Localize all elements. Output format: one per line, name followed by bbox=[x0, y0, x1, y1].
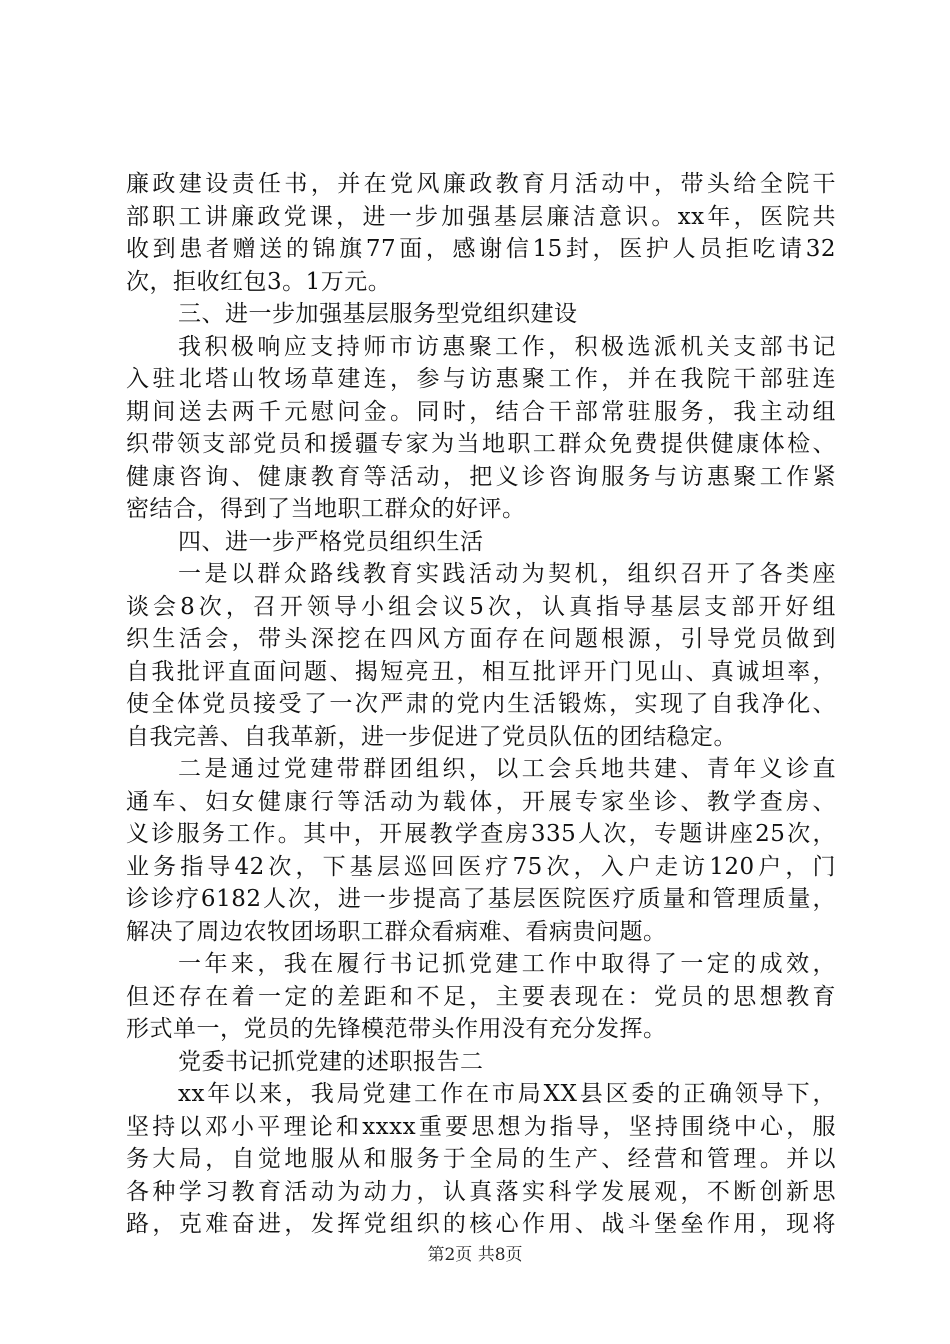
text-line: 使全体党员接受了一次严肃的党内生活锻炼，实现了自我净化、 bbox=[126, 691, 836, 717]
text-line: 廉政建设责任书，并在党风廉政教育月活动中，带头给全院干 bbox=[126, 171, 836, 197]
text-line: 一是以群众路线教育实践活动为契机，组织召开了各类座 bbox=[178, 561, 836, 587]
text-line: 解决了周边农牧团场职工群众看病难、看病贵问题。 bbox=[126, 918, 667, 945]
text-line: 我积极响应支持师市访惠聚工作，积极选派机关支部书记 bbox=[178, 333, 836, 360]
text-line: 自我完善、自我革新，进一步促进了党员队伍的团结稳定。 bbox=[126, 723, 737, 750]
text-line: 健康咨询、健康教育等活动，把义诊咨询服务与访惠聚工作紧 bbox=[126, 463, 836, 490]
text-line: 次，拒收红包3。1万元。 bbox=[126, 268, 392, 295]
text-line: 路，克难奋进，发挥党组织的核心作用、战斗堡垒作用，现将 bbox=[126, 1211, 836, 1237]
text-line: 密结合，得到了当地职工群众的好评。 bbox=[126, 496, 526, 522]
text-line: 义诊服务工作。其中，开展教学查房335人次，专题讲座25次， bbox=[126, 821, 836, 847]
text-line: 务大局，自觉地服从和服务于全局的生产、经营和管理。并以 bbox=[126, 1146, 836, 1172]
text-line: 形式单一，党员的先锋模范带头作用没有充分发挥。 bbox=[126, 1016, 667, 1042]
text-line: 入驻北塔山牧场草建连，参与访惠聚工作，并在我院干部驻连 bbox=[126, 366, 836, 392]
text-line: 业务指导42次，下基层巡回医疗75次，入户走访120户，门 bbox=[126, 853, 836, 880]
text-line: 部职工讲廉政党课，进一步加强基层廉洁意识。xx年，医院共 bbox=[126, 203, 836, 230]
text-line: xx年以来，我局党建工作在市局XX县区委的正确领导下， bbox=[178, 1081, 836, 1107]
text-line: 一年来，我在履行书记抓党建工作中取得了一定的成效， bbox=[178, 951, 836, 977]
text-line: 收到患者赠送的锦旗77面，感谢信15封，医护人员拒吃请32 bbox=[126, 236, 836, 262]
text-line: 党委书记抓党建的述职报告二 bbox=[178, 1048, 484, 1075]
text-line: 谈会8次，召开领导小组会议5次，认真指导基层支部开好组 bbox=[126, 593, 836, 620]
text-line: 自我批评直面问题、揭短亮丑，相互批评开门见山、真诚坦率， bbox=[126, 658, 836, 685]
text-line: 通车、妇女健康行等活动为载体，开展专家坐诊、教学查房、 bbox=[126, 788, 836, 815]
text-line: 四、进一步严格党员组织生活 bbox=[178, 528, 484, 555]
text-line: 但还存在着一定的差距和不足，主要表现在：党员的思想教育 bbox=[126, 983, 836, 1010]
document-body bbox=[126, 168, 836, 1241]
text-line: 期间送去两千元慰问金。同时，结合干部常驻服务，我主动组 bbox=[126, 398, 836, 425]
text-line: 诊诊疗6182人次，进一步提高了基层医院医疗质量和管理质量， bbox=[126, 886, 836, 912]
text-line: 织带领支部党员和援疆专家为当地职工群众免费提供健康体检、 bbox=[126, 431, 836, 457]
text-line: 二是通过党建带群团组织，以工会兵地共建、青年义诊直 bbox=[178, 756, 836, 782]
text-line: 三、进一步加强基层服务型党组织建设 bbox=[178, 301, 578, 327]
text-line: 坚持以邓小平理论和xxxx重要思想为指导，坚持围绕中心，服 bbox=[126, 1113, 836, 1140]
text-line: 织生活会，带头深挖在四风方面存在问题根源，引导党员做到 bbox=[126, 626, 836, 652]
text-line: 各种学习教育活动为动力，认真落实科学发展观，不断创新思 bbox=[126, 1178, 836, 1205]
page-footer: 第2页 共8页 bbox=[427, 1245, 523, 1265]
